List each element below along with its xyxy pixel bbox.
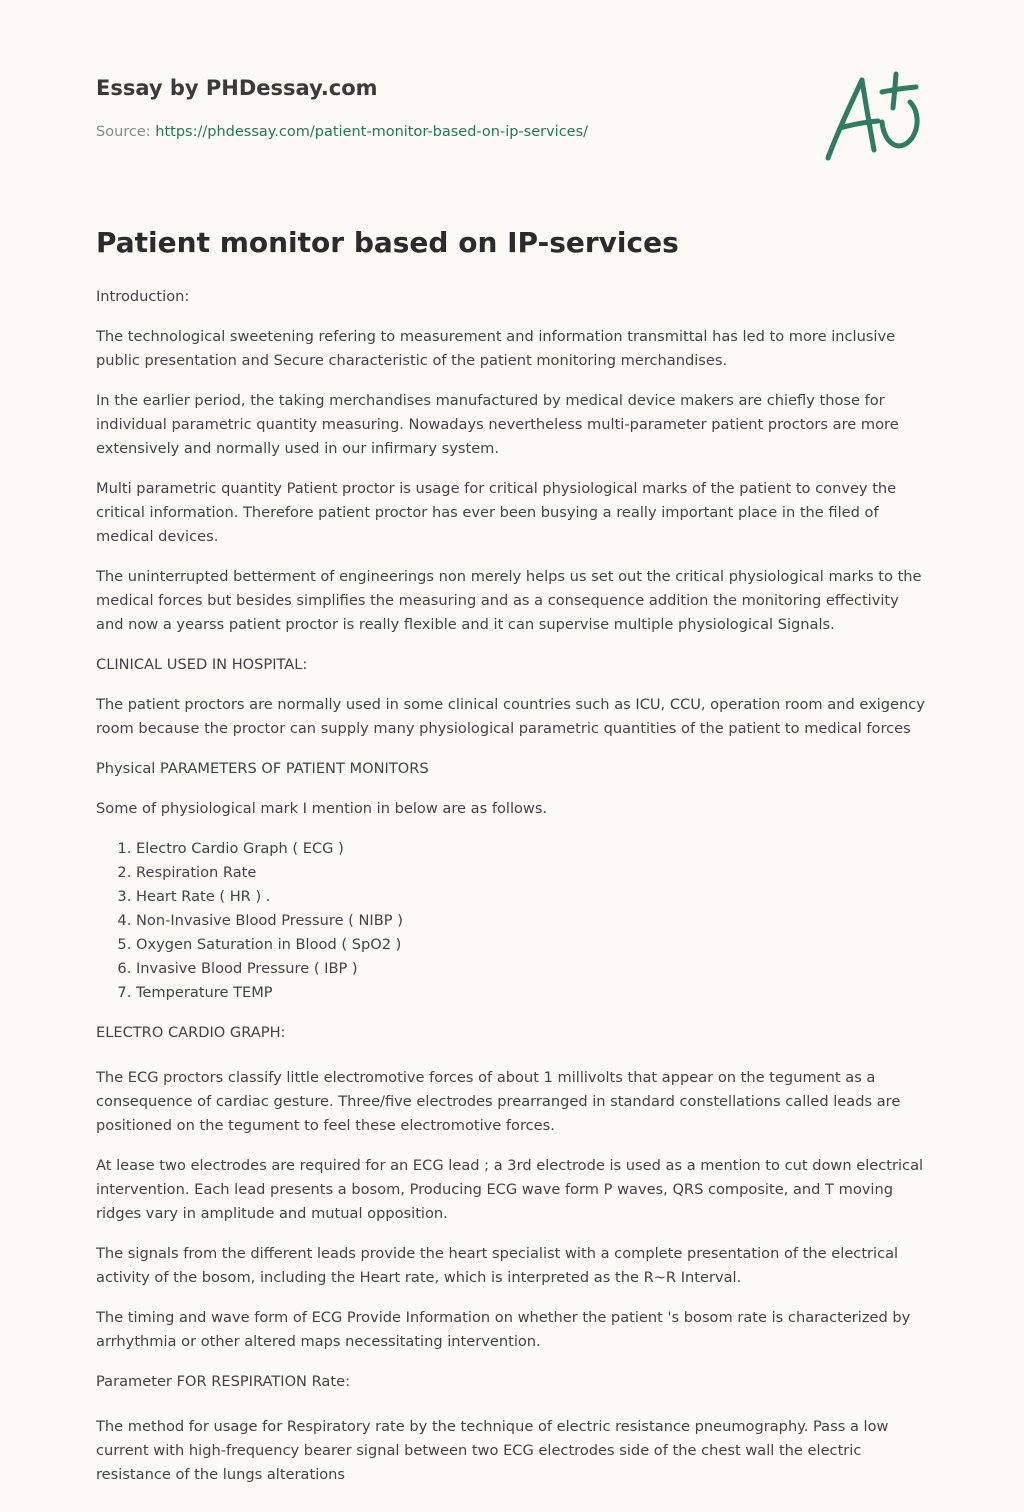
- essay-paragraph: In the earlier period, the taking merchandises manufactured by medical device makers are chiefly those for individual parametric quantity measuring. Nowadays nevertheless multi-parameter patient proctors are more extensively and normally used in our infirmary system.: [96, 392, 899, 457]
- essay-paragraph: CLINICAL USED IN HOSPITAL:: [96, 656, 308, 673]
- essay-paragraph: The patient proctors are normally used in some clinical countries such as ICU, CCU, operation room and exigency room because the proctor can supply many physiological parametric quantities of the patient to medical forces: [96, 696, 925, 737]
- essay-paragraph: The signals from the different leads provide the heart specialist with a complete presentation of the electrical activity of the bosom, including the Heart rate, which is interpreted as the R~R Interval.: [96, 1245, 899, 1286]
- essay-title: Patient monitor based on IP-services: [96, 226, 679, 259]
- source-link[interactable]: https://phdessay.com/patient-monitor-based-on-ip-services/: [155, 124, 589, 140]
- parameter-list: [96, 837, 928, 1005]
- essay-paragraph: The uninterrupted betterment of engineerings non merely helps us set out the critical physiological marks to the medical forces but besides simplifies the measuring and as a consequence addition the monitoring effectivity and now a yearss patient proctor is really flexible and it can supervise multiple physiological Signals.: [96, 568, 922, 633]
- site-title: Essay by PHDessay.com: [96, 76, 378, 100]
- essay-paragraph: Some of physiological mark I mention in below are as follows.: [96, 800, 548, 817]
- essay-paragraph: The technological sweetening refering to measurement and information transmittal has led to more inclusive public presentation and Secure characteristic of the patient monitoring merchandises.: [96, 328, 896, 369]
- essay-paragraph: The ECG proctors classify little electromotive forces of about 1 millivolts that appear on the tegument as a consequence of cardiac gesture. Three/five electrodes prearranged in standard constellations called leads are positioned on the tegument to feel these electromotive forces.: [96, 1069, 901, 1134]
- list-item: 6. Invasive Blood Pressure ( IBP ): [136, 957, 928, 981]
- essay-paragraph: ELECTRO CARDIO GRAPH:: [96, 1024, 286, 1041]
- essay-paragraph: The timing and wave form of ECG Provide Information on whether the patient 's bosom rate is characterized by arrhythmia or other altered maps necessitating intervention.: [96, 1309, 911, 1350]
- essay-paragraph: Multi parametric quantity Patient proctor is usage for critical physiological marks of the patient to convey the critical information. Therefore patient proctor has ever been busying a really important place in the filed of medical devices.: [96, 480, 897, 545]
- essay-paragraph: Physical PARAMETERS OF PATIENT MONITORS: [96, 760, 429, 777]
- essay-paragraph: Introduction:: [96, 288, 190, 305]
- essay-paragraph: Parameter FOR RESPIRATION Rate:: [96, 1373, 350, 1390]
- list-item: 5. Oxygen Saturation in Blood ( SpO2 ): [136, 933, 928, 957]
- essay-body: [96, 285, 928, 1503]
- list-item: 2. Respiration Rate: [136, 861, 928, 885]
- source-line: [96, 124, 588, 140]
- list-item: 7. Temperature TEMP: [136, 981, 928, 1005]
- source-label: Source:: [96, 124, 151, 140]
- a-plus-logo-icon: [822, 66, 932, 166]
- list-item: 4. Non-Invasive Blood Pressure ( NIBP ): [136, 909, 928, 933]
- list-item: 3. Heart Rate ( HR ) .: [136, 885, 928, 909]
- essay-paragraph: At lease two electrodes are required for an ECG lead ; a 3rd electrode is used as a mention to cut down electrical intervention. Each lead presents a bosom, Producing ECG wave form P waves, QRS composite, and T moving ridges vary in amplitude and mutual opposition.: [96, 1157, 924, 1222]
- essay-paragraph: The method for usage for Respiratory rate by the technique of electric resistance pneumography. Pass a low current with high-frequency bearer signal between two ECG electrodes side of the chest wall the electric resistance of the lungs alterations: [96, 1418, 889, 1483]
- list-item: 1. Electro Cardio Graph ( ECG ): [136, 837, 928, 861]
